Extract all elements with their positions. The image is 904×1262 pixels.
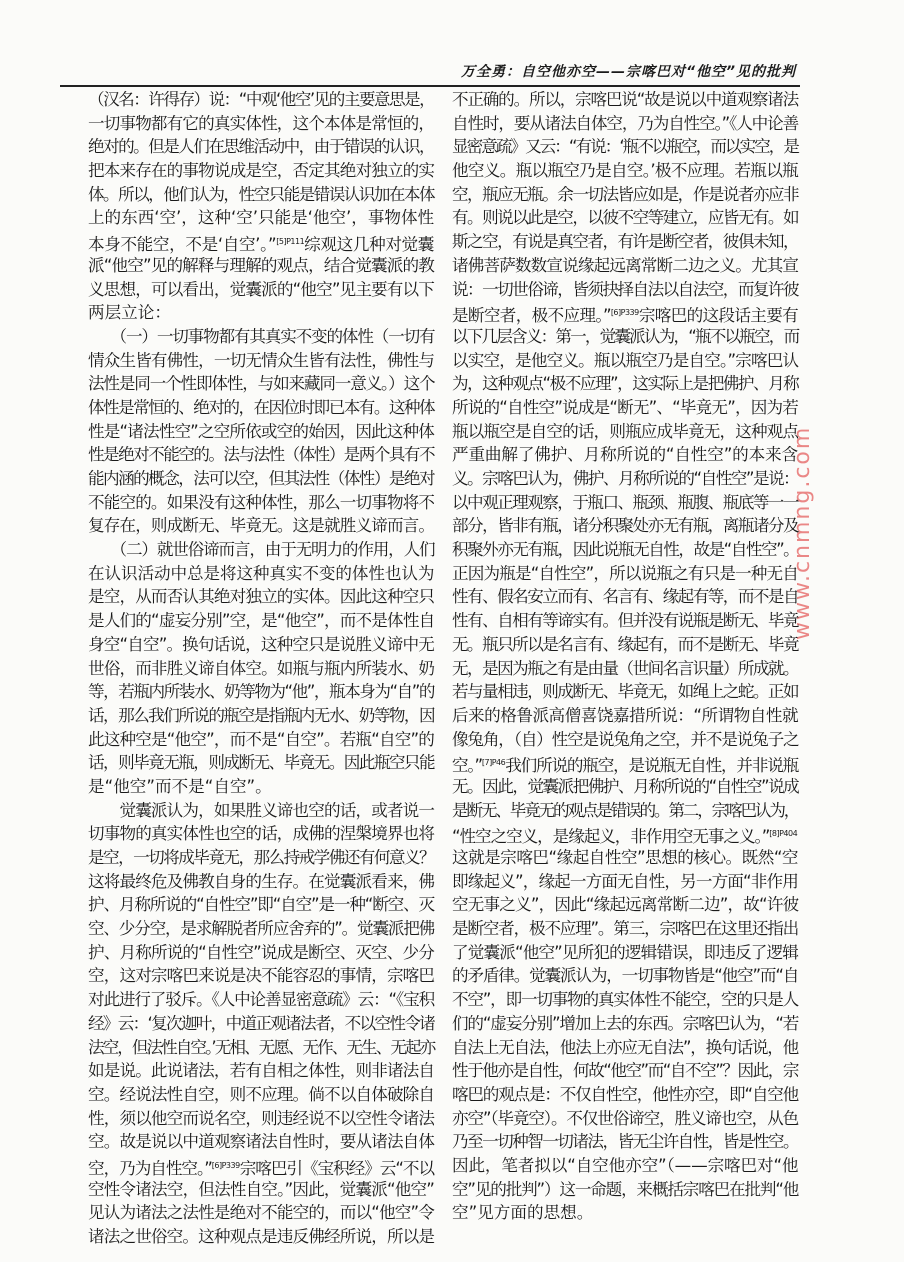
text-line: 无。瓶只所以是名言有、缘起有，而不是断无、毕竟 <box>452 634 798 654</box>
text-line: 积聚外亦无有瓶，因此说瓶无自性，故是“自性空”。 <box>452 540 799 560</box>
text-line: 们的“虚妄分别”增加上去的东西。宗喀巴认为，“若 <box>452 1013 799 1033</box>
text-line: 空。故是说以中道观察诸法自性时，要从诸法自体 <box>88 1132 435 1152</box>
text-line: 性有、假名安立而有、名言有、缘起有等，而不是自 <box>452 587 798 607</box>
text-line: 无，是因为瓶之有是由量（世间名言识量）所成就。 <box>452 658 798 678</box>
text-line <box>452 301 798 325</box>
text-line: 此这种空是“他空”，而不是“自空”。若瓶“自空”的 <box>88 729 434 749</box>
text-line: 派“他空”见的解释与理解的观点，结合觉囊派的教 <box>88 255 434 275</box>
text-line: 自法上无自法，他法上亦应无自法”，换句话说，他 <box>452 1037 798 1057</box>
text-line: 情众生皆有佛性，一切无情众生皆有法性，佛性与 <box>88 350 435 370</box>
text-line: 是空，从而否认其绝对独立的实体。因此这种空只 <box>88 587 435 607</box>
citation-marker: [6]P339 <box>211 1160 240 1170</box>
text-line: 体性是常恒的、绝对的，在因位时即已本有。这种体 <box>88 397 434 417</box>
text-line: 乃至一切种智一切诸法，皆无尘许自性，皆是性空。 <box>452 1132 798 1152</box>
text-line: 能内涵的概念，法可以空，但其法性（体性）是绝对 <box>88 469 434 488</box>
text-segment: 本身不能空，不是‘自空’。” <box>88 235 277 255</box>
right-column <box>452 88 798 1225</box>
text-line: 法空，但法性自空。’无相、无愿、无作、无生、无起亦 <box>88 1037 435 1057</box>
text-line: 身空“自空”。换句话说，这种空只是说胜义谛中无 <box>88 634 434 654</box>
text-line: 切事物的真实体性也空的话，成佛的涅槃境界也将 <box>88 824 435 844</box>
citation-marker: [5]P111 <box>276 237 305 247</box>
text-line: 性，须以他空而说名空，则违经说不以空性令诸法 <box>88 1108 435 1128</box>
text-line: 严重曲解了佛护、月称所说的“自性空”的本来含 <box>452 445 798 465</box>
text-line: 不能空的。如果没有这种体性，那么一切事物将不 <box>88 492 435 512</box>
text-line: 亦空”（毕竟空）。不仅世俗谛空，胜义谛也空，从色 <box>452 1108 798 1128</box>
text-line: 空”见的批判”）这一命题，来概括宗喀巴在批判“他 <box>452 1179 799 1199</box>
text-line: 复存在，则成断无、毕竟无。这是就胜义谛而言。 <box>88 516 435 536</box>
text-line: 护、月称所说的“自性空”即“自空”是一种“断空、灭 <box>88 895 434 915</box>
text-line: 性于他亦是自性，何故“他空”而“自不空”？因此，宗 <box>452 1061 798 1081</box>
text-line: 不空”，即一切事物的真实体性不能空，空的只是人 <box>452 990 798 1010</box>
text-line: 正因为瓶是“自性空”，所以说瓶之有只是一种无自 <box>452 563 798 583</box>
text-line: 把本来存在的事物说成是空，否定其绝对独立的实 <box>88 161 435 181</box>
text-line <box>452 822 798 846</box>
text-line: 觉囊派认为，如果胜义谛也空的话，或者说一 <box>88 800 435 820</box>
text-line <box>452 751 798 775</box>
text-line: （二）就世俗谛而言，由于无明力的作用，人们 <box>88 540 435 560</box>
watermark: www.cnmng.com <box>790 425 815 640</box>
text-line: 瓶以瓶空是自空的话，则瓶应成毕竟无，这种观点 <box>452 421 799 441</box>
text-line: 义。宗喀巴认为，佛护、月称所说的“自性空”是说： <box>452 469 799 488</box>
text-line: 说：一切世俗谛，皆须抉择自法以自法空，而复许彼 <box>452 279 798 299</box>
text-line: 是“他空”而不是“自空”。 <box>88 776 272 796</box>
citation-marker: [7]P46 <box>481 758 506 768</box>
text-segment: 空。” <box>452 756 482 776</box>
text-line: 斯之空，有说是真空者，有许是断空者，彼俱未知， <box>452 232 798 252</box>
header-rule <box>60 85 800 87</box>
text-line: 空，这对宗喀巴来说是决不能容忍的事情，宗喀巴 <box>88 966 435 986</box>
text-segment: 宗喀巴的这段话主要有 <box>638 306 798 326</box>
text-line: 显密意疏》又云：“有说：‘瓶不以瓶空，而以实空，是 <box>452 137 798 157</box>
text-line: 以中观正理观察，于瓶口、瓶颈、瓶腹、瓶底等一一 <box>452 492 798 512</box>
text-line: 为，这种观点“极不应理”，这实际上是把佛护、月称 <box>452 374 799 394</box>
text-line: 上的东西‘空’，这种‘空’只能是‘他空’，事物体性 <box>88 208 434 228</box>
text-line: 有。则说以此是空，以彼不空等建立，应皆无有。如 <box>452 208 798 228</box>
text-line: 若与量相违，则成断无、毕竟无，如绳上之蛇。正如 <box>452 682 798 702</box>
text-line: 对此进行了驳斥。《人中论善显密意疏》云：“《宝积 <box>88 990 434 1010</box>
text-line: 如是说。此说诸法，若有自相之体性，则非诸法自 <box>88 1061 435 1081</box>
text-line: 法性是同一个性即体性，与如来藏同一意义。）这个 <box>88 374 435 394</box>
text-line <box>88 230 434 254</box>
text-line: 是断无、毕竟无的观点是错误的。第二，宗喀巴认为， <box>452 800 799 820</box>
text-line: 以下几层含义：第一，觉囊派认为，“瓶不以瓶空，而 <box>452 326 799 346</box>
text-line: 等，若瓶内所装水、奶等物为“他”，瓶本身为“自”的 <box>88 682 434 702</box>
left-column <box>88 88 434 1249</box>
text-segment: 综观这几种对觉囊 <box>304 235 434 255</box>
text-line: 不正确的。所以，宗喀巴说“故是说以中道观察诸法 <box>452 90 798 109</box>
text-line: 话，那么我们所说的瓶空是指瓶内无水、奶等物，因 <box>88 705 434 725</box>
text-line: 空、少分空，是求解脱者所应舍弃的”。觉囊派把佛 <box>88 919 434 939</box>
text-line: 空无事之义”，因此“缘起远离常断二边”，故“许彼 <box>452 895 799 915</box>
text-line: 空，瓶应无瓶。余一切法皆应如是，作是说者亦应非 <box>452 184 798 204</box>
text-line: 后来的格鲁派高僧喜饶嘉措所说：“所谓物自性就 <box>452 705 799 725</box>
text-line: 见认为诸法之法性是绝对不能空的，而以“他空”令 <box>88 1203 434 1223</box>
text-line: 即缘起义”，缘起一方面无自性，另一方面“非作用 <box>452 871 798 891</box>
running-header: 万全勇：自空他亦空——宗喀巴对“他空”见的批判 <box>460 64 796 80</box>
text-line: 两层立论： <box>88 303 171 323</box>
text-line: 了觉囊派“他空”见所犯的逻辑错误，即违反了逻辑 <box>452 942 798 962</box>
citation-marker: [6]P339 <box>610 308 639 318</box>
text-line: 的矛盾律。觉囊派认为，一切事物皆是“他空”而“自 <box>452 966 799 986</box>
citation-marker: [8]P404 <box>769 829 798 839</box>
text-line: 体。所以，他们认为，性空只能是错误认识加在本体 <box>88 184 434 204</box>
text-line: 护、月称所说的“自性空”说成是断空、灭空、少分 <box>88 942 434 962</box>
text-segment: 是断空者，极不应理。” <box>452 306 611 326</box>
text-line: 这将最终危及佛教自身的生存。在觉囊派看来，佛 <box>88 871 435 891</box>
text-line: 世俗，而非胜义谛自体空。如瓶与瓶内所装水、奶 <box>88 658 435 678</box>
text-line: 像兔角，（自）性空是说兔角之空，并不是说兔子之 <box>452 729 799 749</box>
text-segment: 宗喀巴引《宝积经》云“不以 <box>239 1158 434 1178</box>
text-line: 性是“诸法性空”之空所依或空的始因，因此这种体 <box>88 421 434 441</box>
text-line: 绝对的。但是人们在思维活动中，由于错误的认识， <box>88 137 434 157</box>
text-line: 空。经说法性自空，则不应理。倘不以自体破除自 <box>88 1084 435 1104</box>
text-line: 话，则毕竟无瓶，则成断无、毕竟无。因此瓶空只能 <box>88 753 434 773</box>
text-line: （汉名：许得存）说：“中观‘他空’见的主要意思是， <box>88 90 435 109</box>
text-line: 自性时，要从诸法自体空，乃为自性空。”《人中论善 <box>452 113 798 133</box>
text-line: 是空，一切将成毕竟无，那么持戒学佛还有何意义？ <box>88 848 434 867</box>
text-line: 空”见方面的思想。 <box>452 1203 594 1223</box>
text-line: （一）一切事物都有其真实不变的体性（一切有 <box>88 326 435 346</box>
text-line: 无。因此，觉囊派把佛护、月称所说的“自性空”说成 <box>452 776 799 796</box>
text-line: 空性令诸法空，但法性自空。”因此，觉囊派“他空” <box>88 1179 435 1199</box>
text-line: 一切事物都有它的真实体性，这个本体是常恒的， <box>88 113 435 133</box>
text-line: 以实空，是他空义。瓶以瓶空乃是自空。”宗喀巴认 <box>452 350 799 370</box>
text-line: 是断空者，极不应理”。第三，宗喀巴在这里还指出 <box>452 919 798 939</box>
text-line: 义思想，可以看出，觉囊派的“他空”见主要有以下 <box>88 279 434 299</box>
text-line: 在认识活动中总是将这种真实不变的体性也认为 <box>88 563 435 583</box>
text-line: 因此，笔者拟以“自空他亦空”（——宗喀巴对“他 <box>452 1155 799 1175</box>
text-line: 诸法之世俗空。这种观点是违反佛经所说，所以是 <box>88 1227 435 1246</box>
text-line: 喀巴的观点是：不仅自性空，他性亦空，即“自空他 <box>452 1084 798 1104</box>
text-line: 诸佛菩萨数数宣说缘起远离常断二边之义。尤其宣 <box>452 255 799 275</box>
text-segment: “性空之空义，是缘起义，非作用空无事之义。” <box>452 827 770 847</box>
text-segment: 我们所说的瓶空，是说瓶无自性，并非说瓶 <box>505 756 798 776</box>
text-line: 是人们的“虚妄分别”空，是“他空”，而不是体性自 <box>88 611 435 631</box>
text-line: 他空义。瓶以瓶空乃是自空。’极不应理。若瓶以瓶 <box>452 161 798 181</box>
text-line: 所说的“自性空”说成是“断无”、“毕竟无”，因为若 <box>452 397 798 417</box>
text-line: 性是绝对不能空的。法与法性（体性）是两个具有不 <box>88 445 434 465</box>
text-line: 这就是宗喀巴“缘起自性空”思想的核心。既然“空 <box>452 848 798 867</box>
text-line: 经》云：‘复次迦叶，中道正观诸法者，不以空性令诸 <box>88 1013 434 1033</box>
text-segment: 空，乃为自性空。” <box>88 1158 212 1178</box>
text-line: 性有、自相有等谛实有。但并没有说瓶是断无、毕竟 <box>452 611 798 631</box>
text-line: 部分，皆非有瓶，诸分积聚处亦无有瓶，离瓶诸分及 <box>452 516 798 536</box>
text-line <box>88 1154 434 1178</box>
